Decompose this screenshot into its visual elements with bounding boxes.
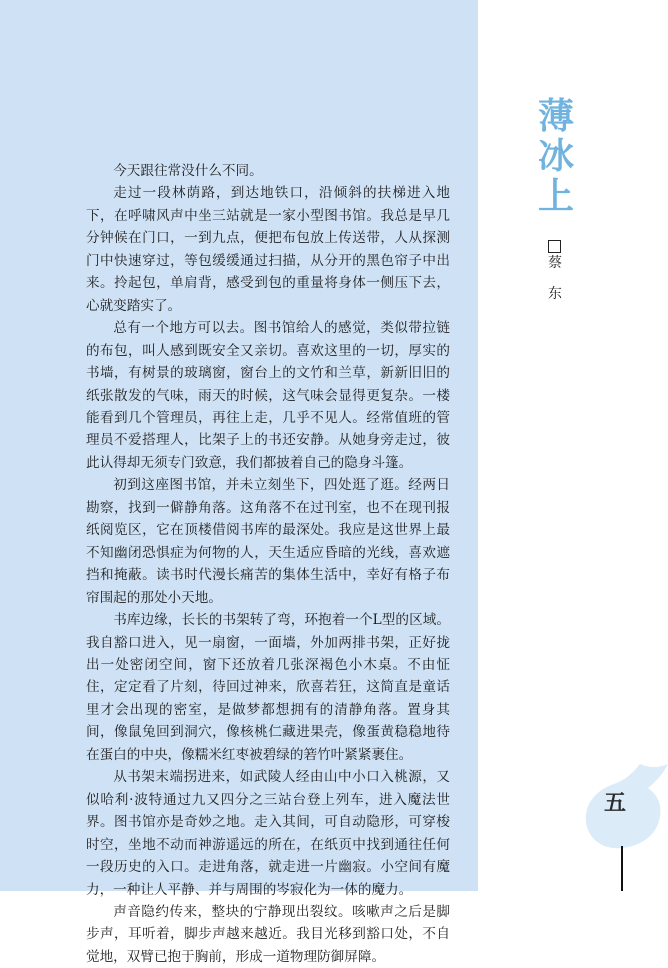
author-char: 蔡 xyxy=(548,255,562,271)
title-char: 冰 xyxy=(537,135,574,177)
author-char: 东 xyxy=(548,286,562,302)
page-rule xyxy=(621,846,623,891)
author-marker-icon xyxy=(548,240,561,253)
paragraph: 书库边缘，长长的书架转了弯，环抱着一个L型的区域。我自豁口进入，见一扇窗，一面墙，外加两排书架，正好拢出一处密闭空间，窗下还放着几张深褐色小木桌。不由怔住，定定看了片刻，待回过神来，欣喜若狂，这简直是童话里才会出现的密室，是做梦都想拥有的清静角落。置身其间，像鼠兔回到洞穴，像核桃仁藏进果壳，像蛋黄稳稳地待在蛋白的中央，像糯米红枣被碧绿的箬竹叶紧紧裹住。 xyxy=(86,612,450,763)
paragraph: 总有一个地方可以去。图书馆给人的感觉，类似带拉链的布包，叫人感到既安全又亲切。喜欢这里的一切，厚实的书墙，有树景的玻璃窗，窗台上的文竹和兰草，新新旧旧的纸张散发的气味，雨天的时候，这气味会显得更复杂。一楼能看到几个管理员，再往上走，几乎不见人。经常值班的管理员不爱搭理人，比架子上的书还安静。从她身旁走过，彼此认得却无须专门致意，我们都披着自己的隐身斗篷。 xyxy=(86,320,450,471)
author-name xyxy=(546,255,564,303)
body-text xyxy=(86,160,450,968)
paragraph: 走过一段林荫路，到达地铁口，沿倾斜的扶梯进入地下，在呼啸风声中坐三站就是一家小型图书馆。我总是早几分钟候在门口，一到九点，便把布包放上传送带，人从探测门中快速穿过，等包缓缓通过扫描，从分开的黑色帘子中出来。拎起包，单肩背，感受到包的重量将身体一侧压下去，心就变踏实了。 xyxy=(86,185,450,314)
paragraph: 初到这座图书馆，并未立刻坐下，四处逛了逛。经两日勘察，找到一僻静角落。这角落不在过刊室，也不在现刊报纸阅览区，它在顶楼借阅书库的最深处。我应是这世界上最不知幽闭恐惧症为何物的人，天生适应昏暗的光线，喜欢遮挡和掩蔽。读书时代漫长痛苦的集体生活中，幸好有格子布帘围起的那处小天地。 xyxy=(86,477,450,606)
title-char: 薄 xyxy=(537,95,574,137)
title-char: 上 xyxy=(537,175,574,217)
paragraph: 今天跟往常没什么不同。 xyxy=(113,163,263,179)
paragraph: 从书架末端拐进来，如武陵人经由山中小口入桃源，又似哈利·波特通过九又四分之三站台登上列车，进入魔法世界。图书馆亦是奇妙之地。走入其间，可自动隐形，可穿梭时空，坐地不动而神游遥远的所在，在纸页中找到通往任何一段历史的入口。走进角落，就走进一片幽寂。小空间有魔力，一种让人平静、并与周围的岑寂化为一体的魔力。 xyxy=(86,769,450,898)
paragraph: 声音隐约传来，整块的宁静现出裂纹。咳嗽声之后是脚步声，耳听着，脚步声越来越近。我目光移到豁口处，不自觉地，双臂已抱于胸前，形成一道物理防御屏障。 xyxy=(86,903,450,965)
page-title xyxy=(536,96,576,216)
page-number: 五 xyxy=(603,790,626,816)
